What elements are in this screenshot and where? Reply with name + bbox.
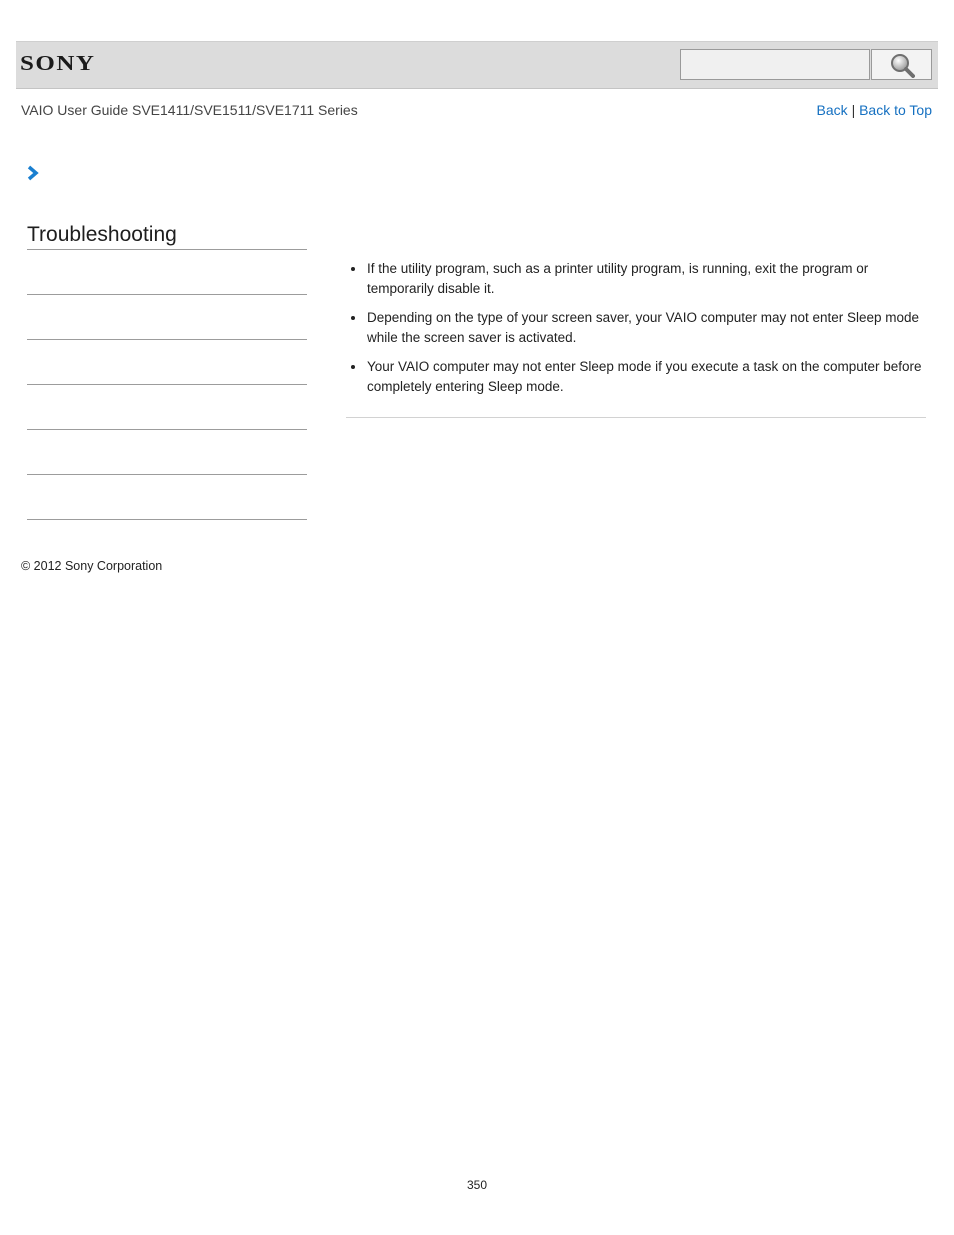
back-to-top-link[interactable]: Back to Top	[859, 102, 932, 118]
list-item-text: Depending on the type of your screen saver, your VAIO computer may not enter Sleep mode while the screen saver is activated.	[367, 310, 920, 345]
sidebar-item[interactable]	[27, 340, 307, 385]
bullet-dot-icon	[351, 365, 355, 369]
sidebar-item[interactable]	[27, 295, 307, 340]
top-nav-links	[817, 102, 932, 118]
sidebar-title: Troubleshooting	[27, 222, 307, 250]
chevron-right-icon	[26, 165, 40, 181]
bullet-dot-icon	[351, 267, 355, 271]
sidebar	[27, 222, 307, 520]
breadcrumb[interactable]	[26, 165, 40, 186]
bullet-list	[346, 259, 926, 418]
main-content	[346, 259, 926, 418]
sidebar-item[interactable]	[27, 250, 307, 295]
sidebar-item[interactable]	[27, 385, 307, 430]
list-item	[346, 357, 926, 397]
list-item	[346, 259, 926, 299]
search-button[interactable]	[871, 49, 932, 80]
nav-separator: |	[851, 102, 856, 118]
list-item-text: If the utility program, such as a printer utility program, is running, exit the program or temporarily disable it.	[367, 261, 869, 296]
bullet-dot-icon	[351, 316, 355, 320]
page-number: 350	[466, 1178, 488, 1192]
list-item	[346, 308, 926, 348]
list-item-text: Your VAIO computer may not enter Sleep mode if you execute a task on the computer before completely entering Sleep mode.	[367, 359, 922, 394]
search-input[interactable]	[680, 49, 870, 80]
header-bar	[16, 41, 938, 89]
sony-logo[interactable]: SONY	[20, 52, 96, 75]
guide-title: VAIO User Guide SVE1411/SVE1511/SVE1711 Series	[21, 102, 358, 118]
back-link[interactable]: Back	[816, 102, 848, 118]
magnifier-icon	[889, 52, 915, 78]
sidebar-item[interactable]	[27, 430, 307, 475]
copyright: © 2012 Sony Corporation	[21, 559, 163, 573]
sidebar-item[interactable]	[27, 475, 307, 520]
